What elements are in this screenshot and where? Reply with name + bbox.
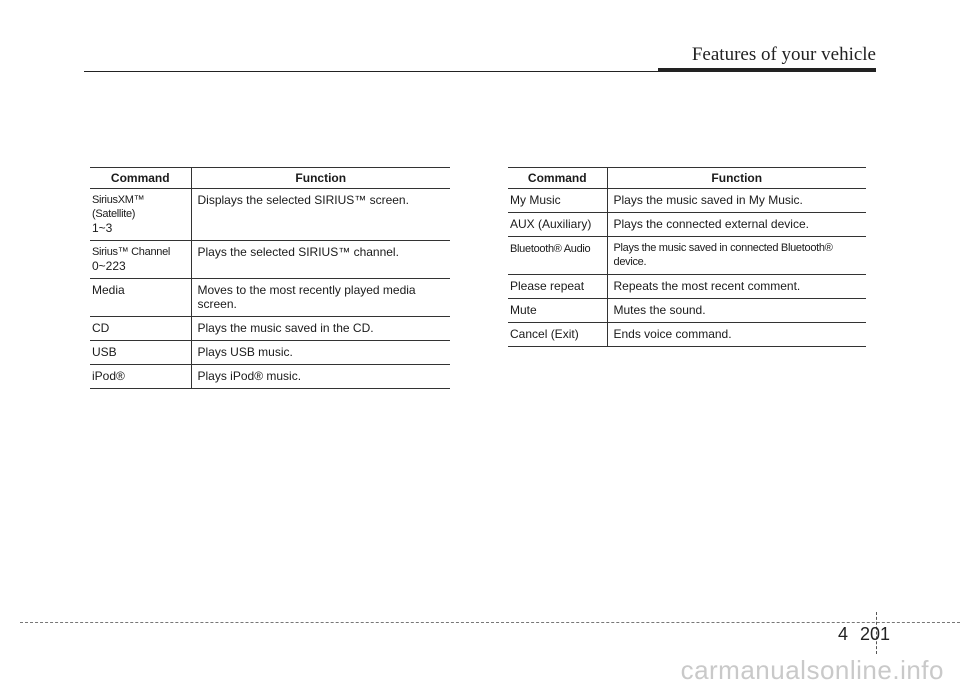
header-rule-accent (658, 68, 876, 72)
chapter-number: 4 (838, 624, 849, 644)
function-cell (191, 365, 450, 389)
function-cell (191, 279, 450, 317)
command-cell: Mute (508, 299, 607, 323)
table-row (508, 189, 866, 213)
table-row (508, 213, 866, 237)
function-text: Plays the selected SIRIUS™ channel. (197, 245, 399, 259)
command-cell (90, 241, 191, 279)
command-cell (90, 189, 191, 241)
table-row (508, 275, 866, 299)
function-cell: Repeats the most recent comment. (607, 275, 866, 299)
column-header-command: Command (90, 168, 191, 189)
table-row (90, 279, 450, 317)
command-cell: AUX (Auxiliary) (508, 213, 607, 237)
table-row (90, 317, 450, 341)
table-header-row (508, 168, 866, 189)
voice-command-table-right (508, 167, 866, 347)
function-cell: Ends voice command. (607, 323, 866, 347)
function-text: Plays the music saved in connected Bluetooth® (613, 242, 833, 254)
watermark: carmanualsonline.info (680, 655, 944, 685)
page-index: 201 (860, 624, 891, 644)
function-cell (607, 237, 866, 275)
command-cell (508, 237, 607, 275)
section-title: Features of your vehicle (691, 44, 876, 65)
command-text: iPod® (92, 369, 125, 383)
command-cell: Please repeat (508, 275, 607, 299)
function-cell (191, 317, 450, 341)
command-text: Sirius™ Channel (92, 246, 171, 258)
page-number (838, 624, 890, 645)
footer-rule (20, 622, 960, 623)
function-text: Plays USB music. (197, 345, 293, 359)
function-cell (191, 189, 450, 241)
table-row (90, 189, 450, 241)
table-row (90, 241, 450, 279)
function-cell: Mutes the sound. (607, 299, 866, 323)
function-text-continued: device. (613, 256, 647, 268)
command-cell: Cancel (Exit) (508, 323, 607, 347)
function-text: Plays the music saved in the CD. (197, 321, 374, 335)
command-cell (90, 317, 191, 341)
table-row (90, 341, 450, 365)
function-cell (191, 241, 450, 279)
command-range: 0~223 (92, 259, 126, 273)
function-text: Plays iPod® music. (197, 369, 302, 383)
table-row (508, 237, 866, 275)
command-text: Media (92, 283, 125, 297)
table-row (508, 299, 866, 323)
function-cell: Plays the connected external device. (607, 213, 866, 237)
table-row (508, 323, 866, 347)
command-cell (90, 341, 191, 365)
column-header-command: Command (508, 168, 607, 189)
function-text: Moves to the most recently played media (197, 283, 416, 297)
command-range: 1~3 (92, 221, 113, 235)
table-row (90, 365, 450, 389)
command-text: CD (92, 321, 110, 335)
command-text: USB (92, 345, 117, 359)
command-text: SiriusXM™ (Satellite) (92, 194, 145, 220)
function-text: Displays the selected SIRIUS™ screen. (197, 193, 409, 207)
function-cell (191, 341, 450, 365)
column-header-function: Function (607, 168, 866, 189)
function-cell: Plays the music saved in My Music. (607, 189, 866, 213)
column-header-function: Function (191, 168, 450, 189)
command-cell (90, 365, 191, 389)
command-cell: My Music (508, 189, 607, 213)
function-text-continued: screen. (197, 297, 237, 311)
command-cell (90, 279, 191, 317)
command-text: Bluetooth® Audio (510, 243, 591, 255)
voice-command-table-left (90, 167, 450, 389)
table-header-row (90, 168, 450, 189)
